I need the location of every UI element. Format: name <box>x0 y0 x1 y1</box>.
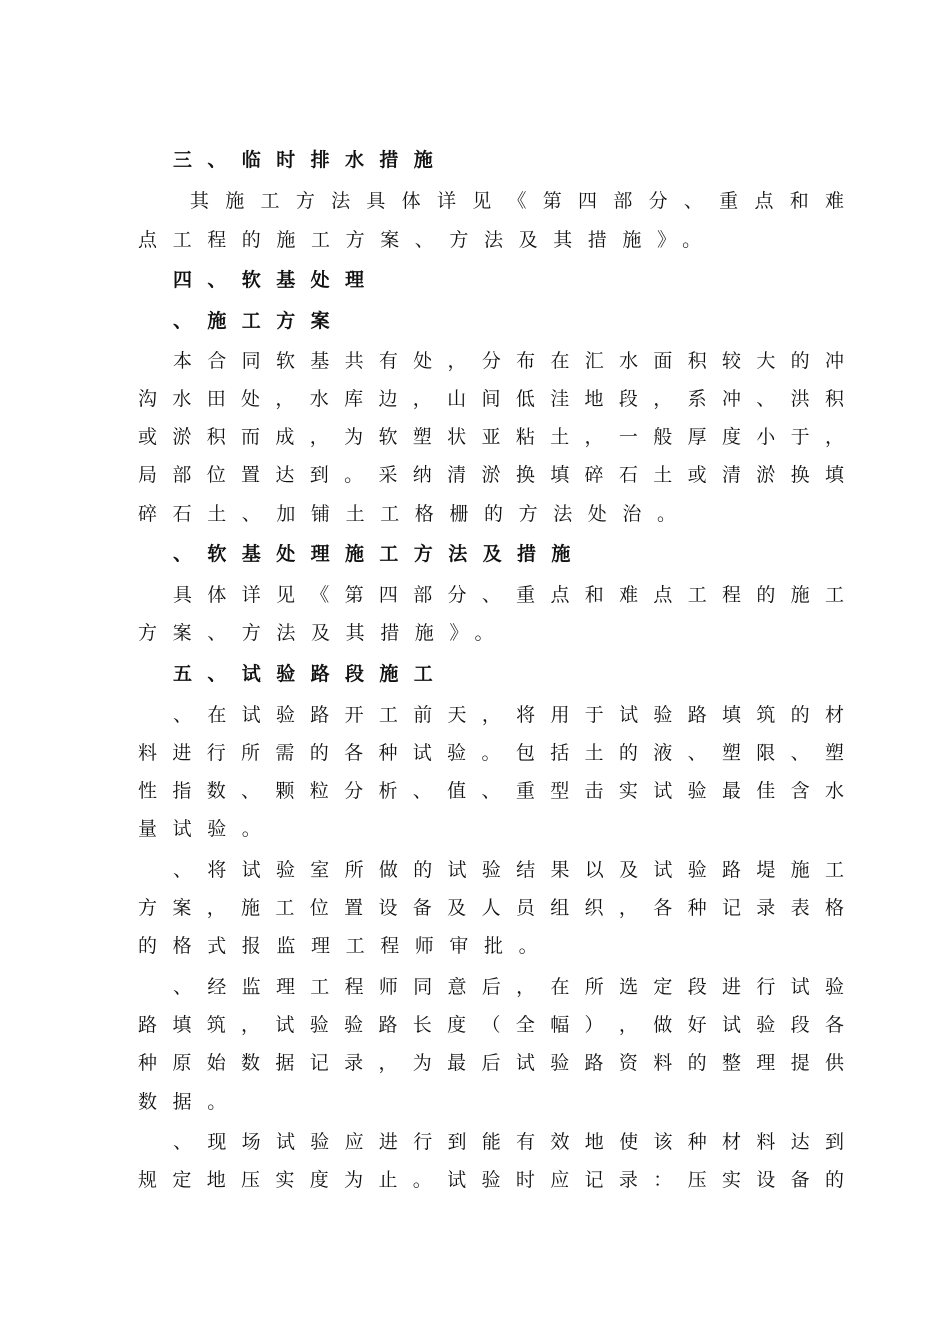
section-heading-4: 四、软基处理 <box>173 269 380 291</box>
paragraph-line: 路 填 筑 ， 试 验 验 路 长 度 （ 全 幅 ） ， 做 好 试 验 段 各 <box>138 1014 844 1036</box>
paragraph-line: 、 经 监 理 工 程 师 同 意 后 ， 在 所 选 定 段 进 行 试 验 <box>173 976 844 998</box>
paragraph-line: 种 原 始 数 据 记 录 ， 为 最 后 试 验 路 资 料 的 整 理 提 供 <box>138 1052 844 1074</box>
paragraph-line: 方 案 ， 施 工 位 置 设 备 及 人 员 组 织 ， 各 种 记 录 表 格 <box>138 897 844 919</box>
paragraph-line: 碎石土、加铺土工格栅的方法处治。 <box>138 503 692 525</box>
section-heading-3: 三、临时排水措施 <box>173 149 449 171</box>
paragraph-line: 具 体 详 见 《 第 四 部 分 、 重 点 和 难 点 工 程 的 施 工 <box>173 584 844 606</box>
paragraph-line: 料 进 行 所 需 的 各 种 试 验 。 包 括 土 的 液 、 塑 限 、 塑 <box>138 742 844 764</box>
paragraph-line: 局 部 位 置 达 到 。 采 纳 清 淤 换 填 碎 石 土 或 清 淤 换 填 <box>138 464 844 486</box>
paragraph-line: 或 淤 积 而 成 ， 为 软 塑 状 亚 粘 土 ， 一 般 厚 度 小 于 ， <box>138 426 844 448</box>
section-heading-5: 五、试验路段施工 <box>173 663 449 685</box>
paragraph-line: 规 定 地 压 实 度 为 止 。 试 验 时 应 记 录 ： 压 实 设 备 的 <box>138 1169 844 1191</box>
paragraph-line: 、 将 试 验 室 所 做 的 试 验 结 果 以 及 试 验 路 堤 施 工 <box>173 859 844 881</box>
paragraph-line: 的格式报监理工程师审批。 <box>138 935 554 957</box>
paragraph-line: 其 施 工 方 法 具 体 详 见 《 第 四 部 分 、 重 点 和 难 <box>190 190 844 212</box>
paragraph-line: 方案、方法及其措施》。 <box>138 622 510 644</box>
subsection-heading: 、软基处理施工方法及措施 <box>173 543 586 565</box>
subsection-heading: 、施工方案 <box>173 310 346 332</box>
paragraph-line: 、 现 场 试 验 应 进 行 到 能 有 效 地 使 该 种 材 料 达 到 <box>173 1131 844 1153</box>
paragraph-line: 量试验。 <box>138 818 277 840</box>
paragraph-line: 性 指 数 、 颗 粒 分 析 、 值 、 重 型 击 实 试 验 最 佳 含 水 <box>138 780 844 802</box>
paragraph-line: 、 在 试 验 路 开 工 前 天 ， 将 用 于 试 验 路 填 筑 的 材 <box>173 704 844 726</box>
paragraph-line: 点工程的施工方案、方法及其措施》。 <box>138 229 717 251</box>
paragraph-line: 沟 水 田 处 ， 水 库 边 ， 山 间 低 洼 地 段 ， 系 冲 、 洪 积 <box>138 388 844 410</box>
paragraph-line: 本 合 同 软 基 共 有 处 ， 分 布 在 汇 水 面 积 较 大 的 冲 <box>173 350 844 372</box>
paragraph-line: 数据。 <box>138 1091 242 1113</box>
